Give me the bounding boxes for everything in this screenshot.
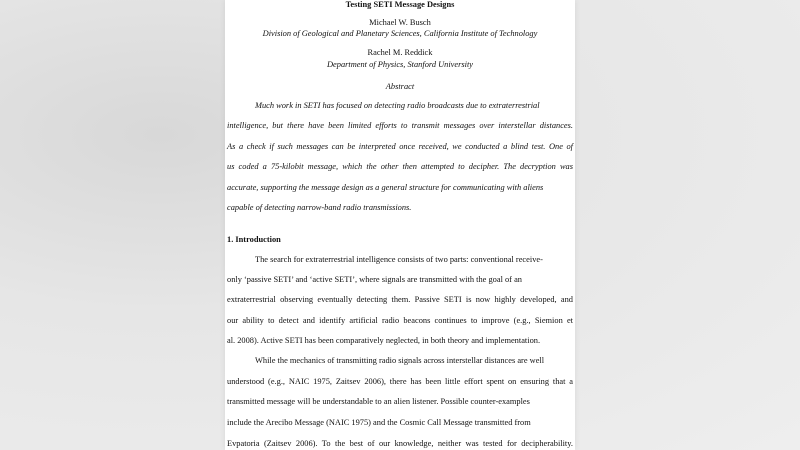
body-line: While the mechanics of transmitting radio signals across interstellar distances are well <box>255 356 545 365</box>
abstract-line: Much work in SETI has focused on detecting radio broadcasts due to extraterrestrial <box>255 101 540 110</box>
body-line: understood (e.g., NAIC 1975, Zaitsev 2006), there has been little effort spent on ensuring that a <box>227 377 573 386</box>
author-affiliation: Department of Physics, Stanford University <box>327 60 473 69</box>
abstract-line: As a check if such messages can be interpreted once received, we conducted a blind test. One of <box>227 142 573 151</box>
body-line: only ‘passive SETI’ and ‘active SETI’, where signals are transmitted with the goal of an <box>227 275 522 284</box>
abstract-heading: Abstract <box>385 82 415 91</box>
author-name: Michael W. Busch <box>369 18 431 27</box>
body-line: Evpatoria (Zaitsev 2006). To the best of our knowledge, neither was tested for decipherability. <box>227 439 573 448</box>
abstract-line: us coded a 75-kilobit message, which the other then attempted to decipher. The decryption was <box>227 162 573 171</box>
body-line: transmitted message will be understandable to an alien listener. Possible counter-examples <box>227 397 530 406</box>
abstract-line: intelligence, but there have been limited efforts to transmit messages over interstellar distances. <box>227 121 573 130</box>
body-line: extraterrestrial observing eventually detecting them. Passive SETI is now highly developed, and <box>227 295 573 304</box>
document-page <box>225 0 575 450</box>
abstract-line: capable of detecting narrow-band radio transmissions. <box>227 203 412 212</box>
abstract-line: accurate, supporting the message design as a general structure for communicating with aliens <box>227 183 544 192</box>
body-line: The search for extraterrestrial intelligence consists of two parts: conventional receive- <box>255 255 543 264</box>
body-line: al. 2008). Active SETI has been comparatively neglected, in both theory and implementation. <box>227 336 541 345</box>
section-heading: 1. Introduction <box>227 235 281 244</box>
author-name: Rachel M. Reddick <box>367 48 433 57</box>
paper-title: Testing SETI Message Designs <box>345 0 455 9</box>
body-line: our ability to detect and identify artificial radio beacons continues to improve (e.g., Siemion et <box>227 316 573 325</box>
author-affiliation: Division of Geological and Planetary Sciences, California Institute of Technology <box>262 29 538 38</box>
body-line: include the Arecibo Message (NAIC 1975) and the Cosmic Call Message transmitted from <box>227 418 531 427</box>
